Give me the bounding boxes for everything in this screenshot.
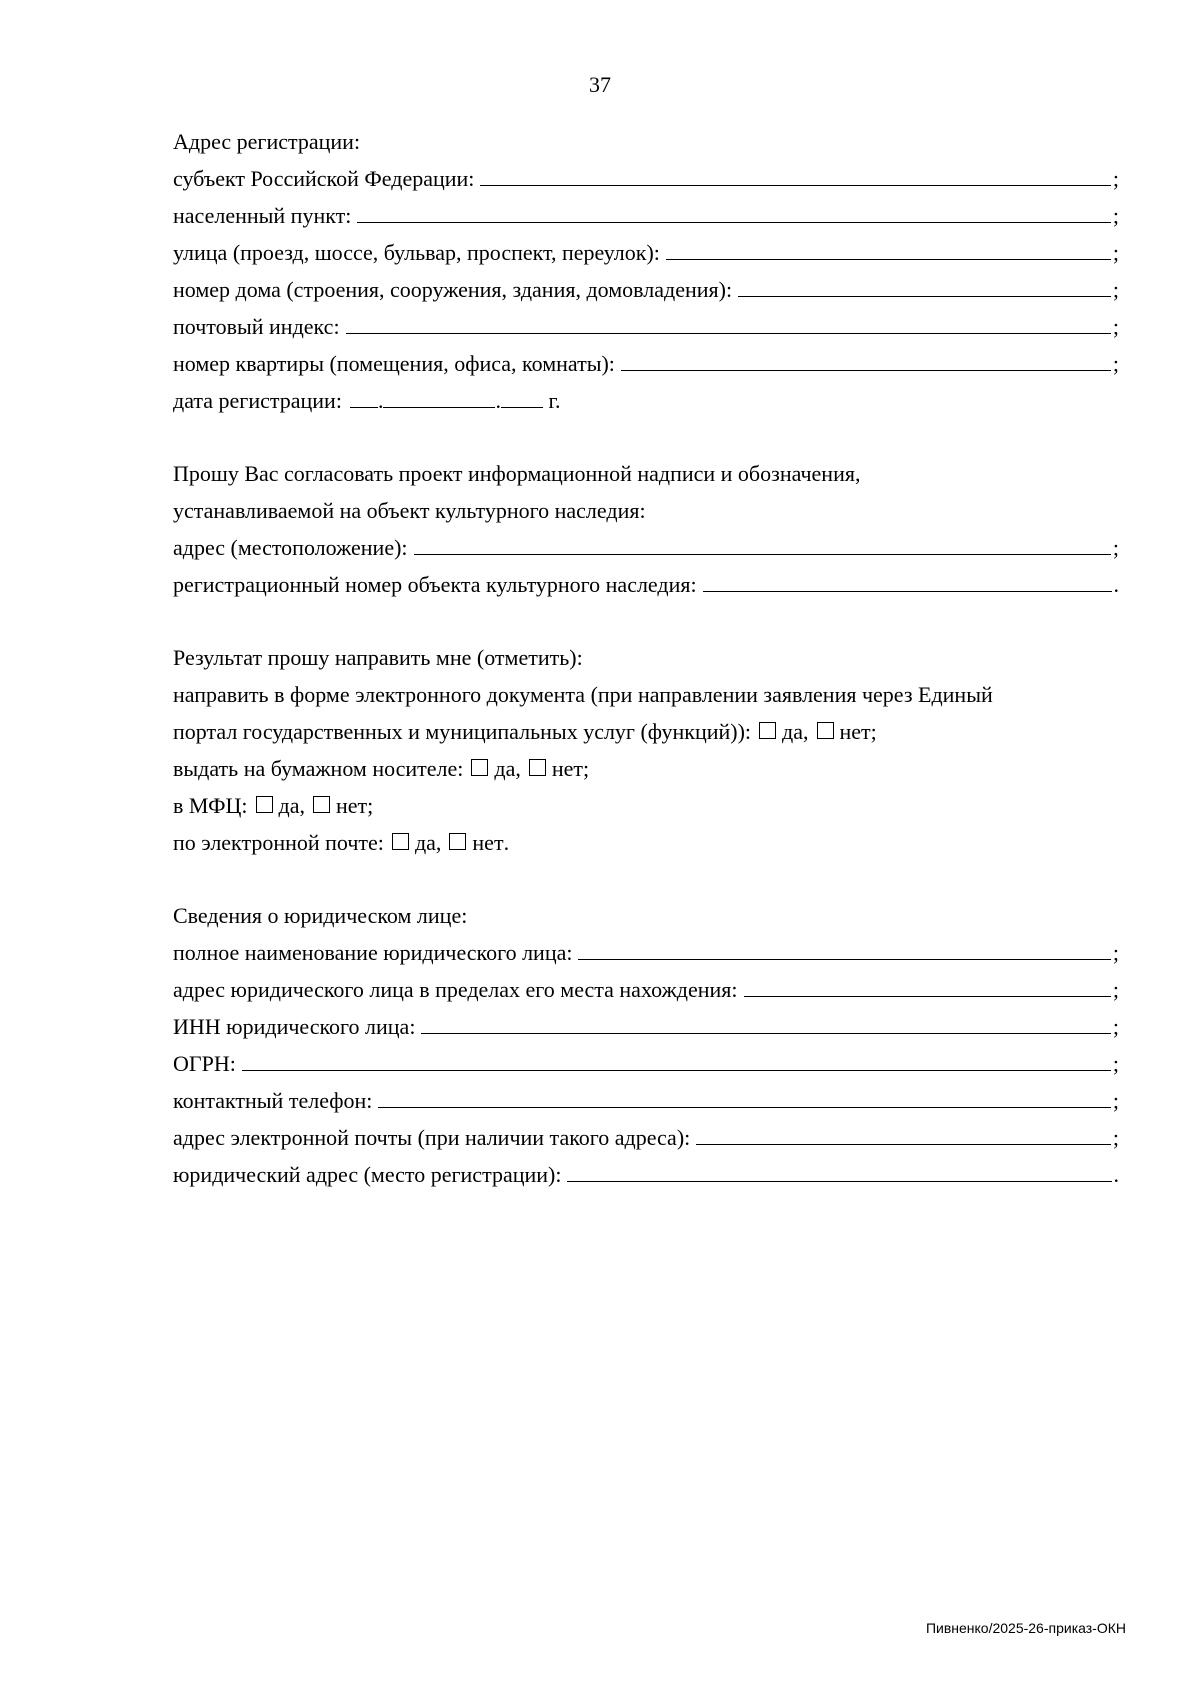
field-label: контактный телефон: [173,1088,373,1113]
field-label: субъект Российской Федерации: [173,166,475,191]
field-label: полное наименование юридического лица: [173,940,573,965]
field-label: адрес юридического лица в пределах его места нахождения: [173,977,738,1002]
checkbox-paper-yes[interactable] [471,759,488,776]
checkbox-email-no[interactable] [449,833,466,850]
field-label: почтовый индекс: [173,314,340,339]
field-legal-address: юридический адрес (место регистрации): . [173,1156,1119,1193]
result-electronic-line-2: портал государственных и муниципальных услуг (функций)): да, нет ; [173,719,877,744]
fill-line[interactable] [421,1011,1110,1034]
checkbox-paper-no[interactable] [529,759,546,776]
date-month-blank[interactable] [383,385,495,408]
fill-line[interactable] [378,1085,1111,1108]
footer-doc-id: Пивненко/2025-26-приказ-ОКН [925,1620,1126,1636]
field-apartment: номер квартиры (помещения, офиса, комнаты): ; [173,345,1119,382]
field-email: адрес электронной почты (при наличии такого адреса): ; [173,1119,1119,1156]
page-number: 37 [589,72,611,97]
field-subject: субъект Российской Федерации: ; [173,160,1119,197]
field-label: ОГРН: [173,1051,236,1076]
field-locality: населенный пункт: ; [173,197,1119,234]
field-label: регистрационный номер объекта культурного наследия: [173,572,697,597]
fill-line[interactable] [703,569,1112,592]
checkbox-mfc-no[interactable] [313,796,330,813]
fill-line[interactable] [744,974,1111,997]
fill-line[interactable] [567,1159,1111,1182]
field-label: населенный пункт: [173,203,352,228]
date-year-blank[interactable] [501,385,543,408]
fill-line[interactable] [357,200,1111,223]
field-label: адрес электронной почты (при наличии такого адреса): [173,1125,691,1150]
fill-line[interactable] [414,532,1111,555]
fill-line[interactable] [666,237,1111,260]
fill-line[interactable] [738,274,1111,297]
field-registration-date: дата регистрации: . . г. [173,382,1119,419]
request-line-2: устанавливаемой на объект культурного наследия: [173,498,646,523]
field-phone: контактный телефон: ; [173,1082,1119,1119]
request-line-1: Прошу Вас согласовать проект информационной надписи и обозначения, [173,461,861,486]
field-object-reg-number: регистрационный номер объекта культурного наследия: . [173,566,1119,603]
result-electronic-line-1: направить в форме электронного документа (при направлении заявления через Единый [173,682,993,707]
date-day-blank[interactable] [350,385,378,408]
field-street: улица (проезд, шоссе, бульвар, проспект, переулок): ; [173,234,1119,271]
checkbox-electronic-no[interactable] [817,722,834,739]
field-label: ИНН юридического лица: [173,1014,416,1039]
result-email: по электронной почте: да, нет . [173,830,510,855]
legal-heading: Сведения о юридическом лице: [173,903,468,928]
address-heading: Адрес регистрации: [173,129,361,154]
field-label: адрес (местоположение): [173,535,408,560]
field-legal-name: полное наименование юридического лица: ; [173,934,1119,971]
fill-line[interactable] [621,348,1111,371]
field-label: дата регистрации: [173,388,342,413]
field-legal-location: адрес юридического лица в пределах его места нахождения: ; [173,971,1119,1008]
fill-line[interactable] [578,937,1110,960]
result-mfc: в МФЦ: да, нет ; [173,793,374,818]
fill-line[interactable] [242,1048,1111,1071]
field-object-address: адрес (местоположение): ; [173,529,1119,566]
field-house: номер дома (строения, сооружения, здания, домовладения): ; [173,271,1119,308]
checkbox-email-yes[interactable] [392,833,409,850]
field-ogrn: ОГРН: ; [173,1045,1119,1082]
field-inn: ИНН юридического лица: ; [173,1008,1119,1045]
fill-line[interactable] [480,163,1110,186]
result-heading: Результат прошу направить мне (отметить): [173,645,583,670]
field-postcode: почтовый индекс: ; [173,308,1119,345]
field-label: номер дома (строения, сооружения, здания, домовладения): [173,277,733,302]
field-label: юридический адрес (место регистрации): [173,1162,562,1187]
field-label: номер квартиры (помещения, офиса, комнаты): [173,351,615,376]
checkbox-electronic-yes[interactable] [759,722,776,739]
form-body [173,123,1119,1193]
field-label: улица (проезд, шоссе, бульвар, проспект, переулок): [173,240,660,265]
checkbox-mfc-yes[interactable] [256,796,273,813]
result-paper: выдать на бумажном носителе: да, нет ; [173,756,590,781]
fill-line[interactable] [346,311,1111,334]
fill-line[interactable] [696,1122,1111,1145]
